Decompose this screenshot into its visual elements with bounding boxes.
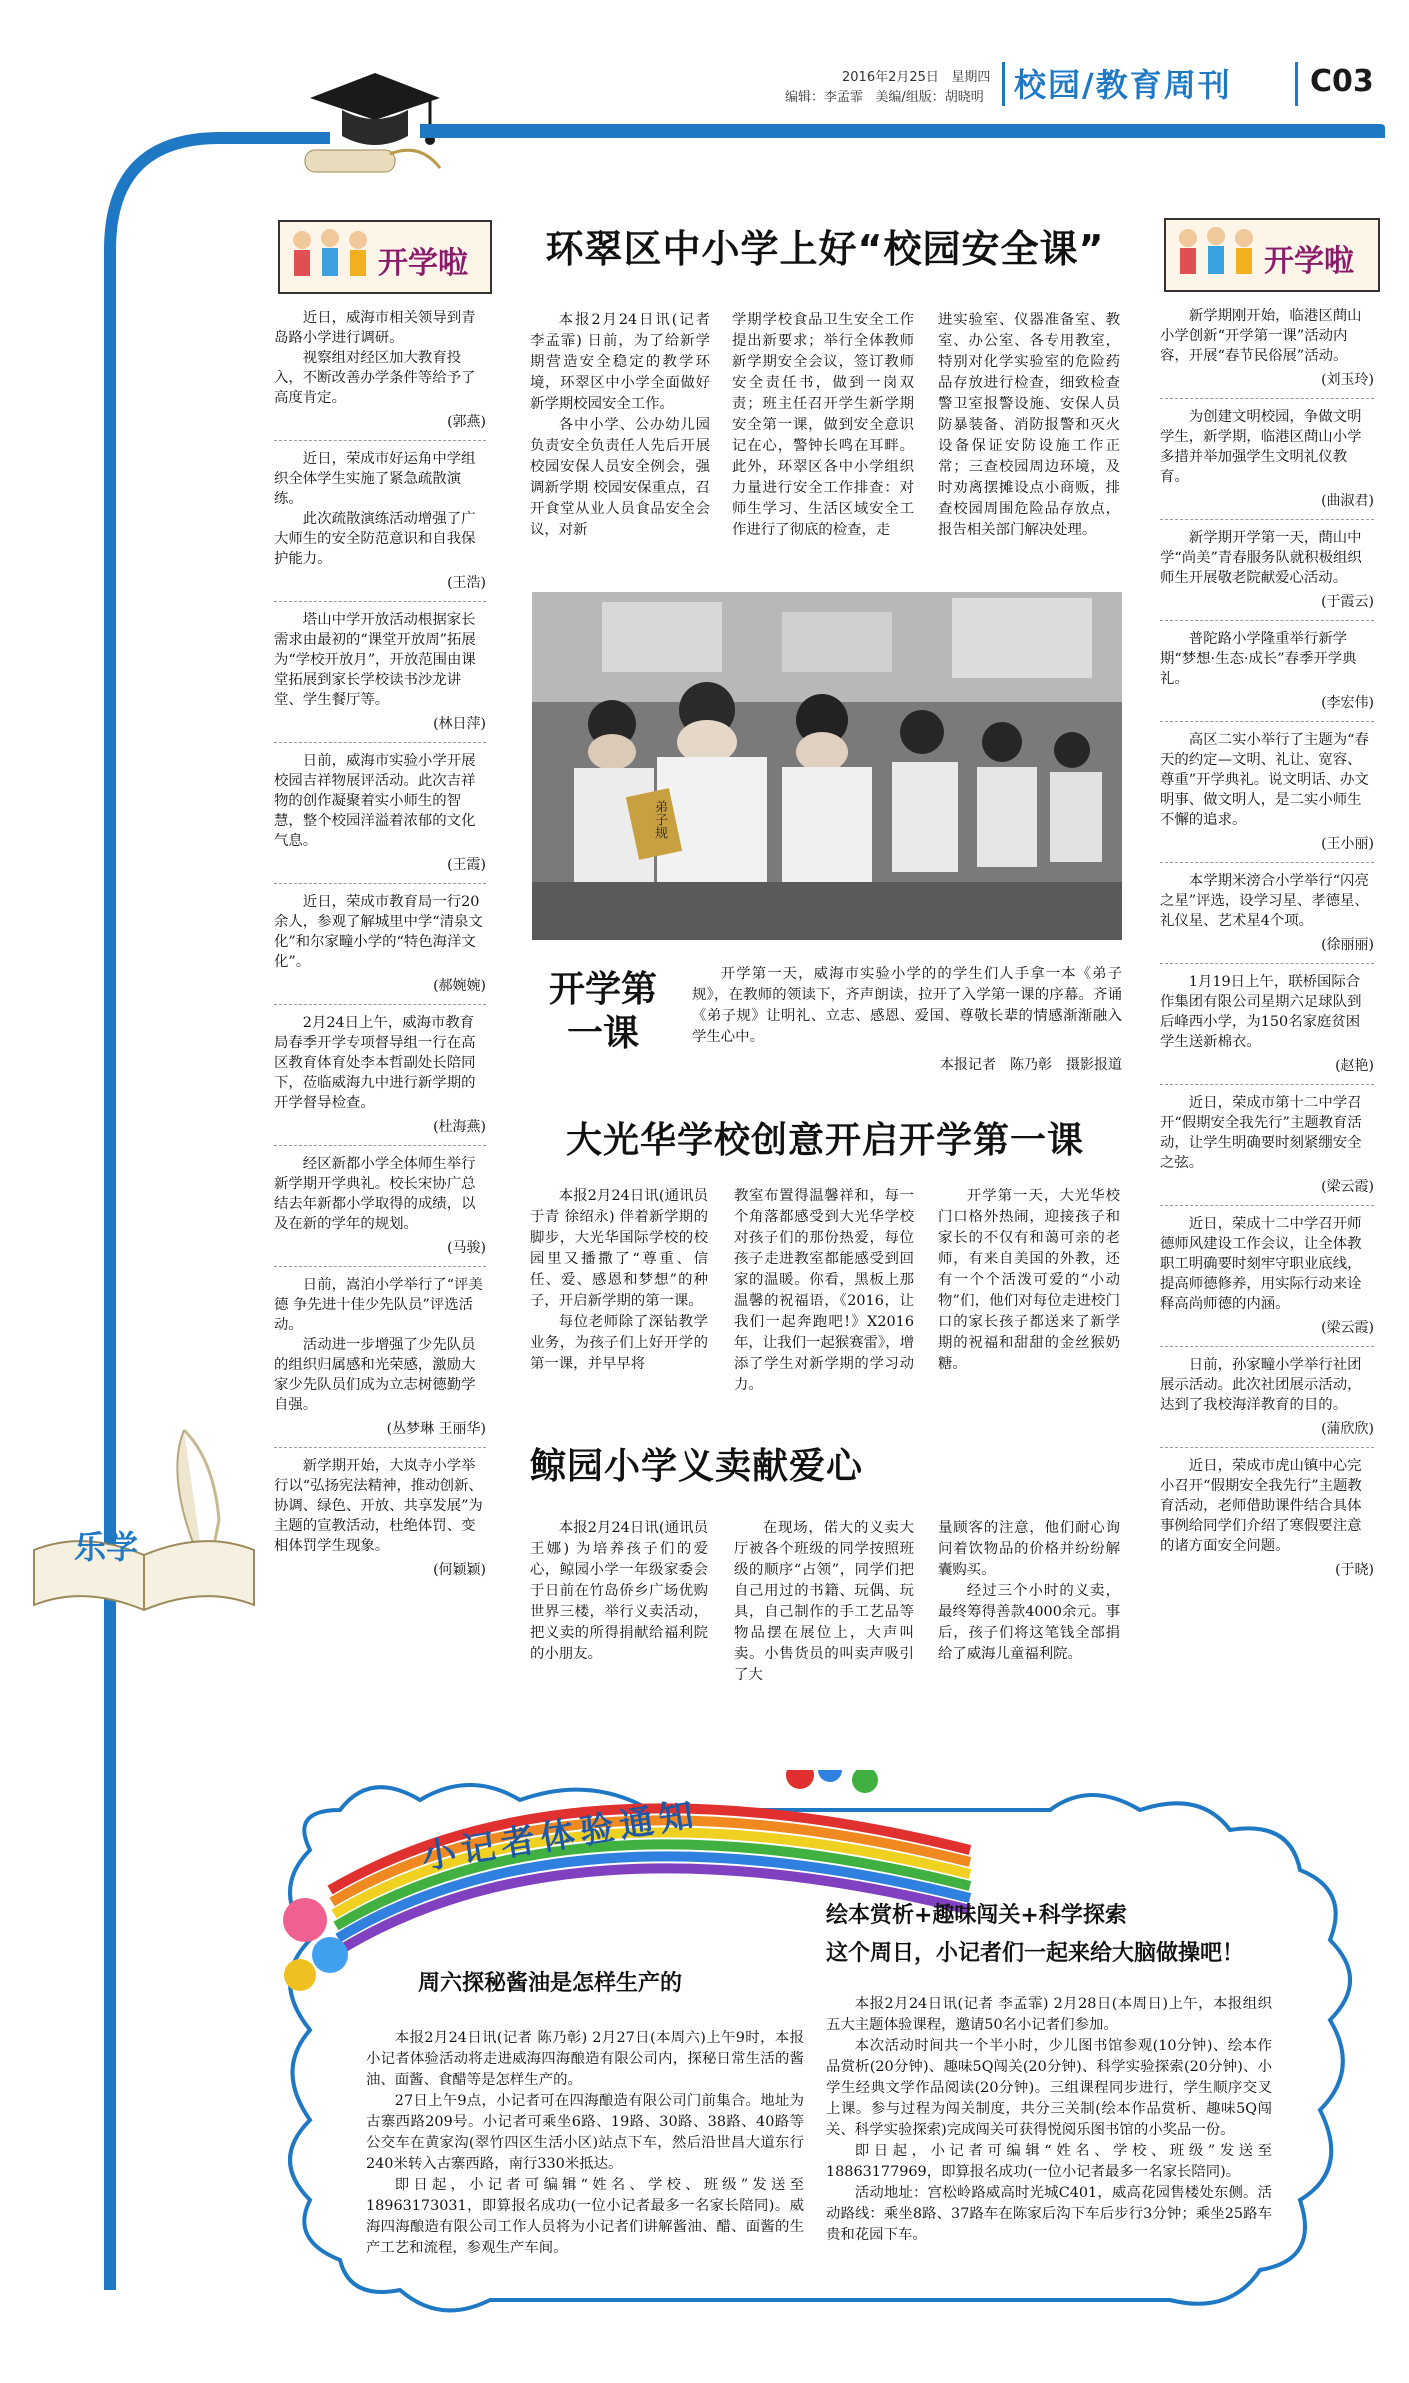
le-xue-book-icon <box>14 1420 274 1630</box>
left-news-paragraph: 日前，嵩泊小学举行了“评美德 争先进十佳少先队员”评选活动。 <box>274 1277 483 1333</box>
article3-title: 鲸园小学义卖献爱心 <box>530 1446 864 1487</box>
dashed-divider <box>1160 1346 1374 1347</box>
dashed-divider <box>1160 398 1374 399</box>
news-author: (徐丽丽) <box>1321 937 1374 953</box>
dashed-divider <box>1160 519 1374 520</box>
designer-text: 美编/组版：胡晓明 <box>875 90 984 105</box>
right-news-paragraph: 1月19日上午，联桥国际合作集团有限公司星期六足球队到后峰西小学，为150名家庭贫困学生送新棉衣。 <box>1160 974 1362 1050</box>
article1-paragraph: 各中小学、公办幼儿园负责安全负责任人先后开展校园安保人员安全例会，强调新学期 校园安保重点，召开食堂从业人员食品安全会议，对新 <box>530 417 710 538</box>
news-author: (曲淑君) <box>1321 493 1374 509</box>
left-news-paragraph: 经区新都小学全体师生举行新学期开学典礼。校长宋协广总结去年新都小学取得的成绩，以及在新的学年的规划。 <box>274 1156 476 1232</box>
article2-paragraph: 教室布置得温馨祥和，每一个角落都感受到大光华学校对孩子们的那份热爱，每位孩子走进教室都能感受到回家的温暖。你看，黑板上那温馨的祝福语，《2016，让我们一起奔跑吧!》X2016年，让我们一起猴赛雷》，增添了学生对新学期的学习动力。 <box>734 1188 914 1393</box>
editor-text: 编辑：李孟霏 <box>785 90 864 105</box>
right-news-paragraph: 普陀路小学隆重举行新学期“梦想·生态·成长”春季开学典礼。 <box>1160 631 1357 687</box>
news-author: (蒲欣欣) <box>1321 1421 1374 1437</box>
children-icon <box>1172 224 1260 286</box>
news-author: (郭燕) <box>447 414 486 430</box>
article1-col1 <box>530 310 710 541</box>
article3-paragraph: 经过三个小时的义卖，最终筹得善款4000余元。事后，孩子们将这笔钱全部捐给了威海儿童福利院。 <box>938 1583 1120 1662</box>
left-news-item <box>274 742 486 875</box>
left-news-paragraph: 近日，威海市相关领导到青岛路小学进行调研。 <box>274 310 476 346</box>
left-news-item <box>274 1004 486 1137</box>
news-author: (林日萍) <box>433 716 486 732</box>
classroom-photo <box>532 592 1122 940</box>
notice-right-paragraph: 即日起，小记者可编辑“姓名、学校、班级”发送至18863177969，即算报名成功(一位小记者最多一名家长陪同)。 <box>826 2143 1272 2180</box>
left-news-paragraph: 2月24日上午，威海市教育局春季开学专项督导组一行在高区教育体育处李本哲副处长陪同下，莅临威海九中进行新学期的开学督导检查。 <box>274 1015 476 1111</box>
left-news-column <box>274 308 486 1588</box>
notice-left-title: 周六探秘酱油是怎样生产的 <box>418 1971 683 1996</box>
photo-caption-title: 开学第一课 <box>548 969 657 1054</box>
section-title: 校园/教育周刊 <box>1014 66 1232 104</box>
dashed-divider <box>274 883 486 884</box>
article2-col2 <box>734 1186 914 1396</box>
right-news-item <box>1160 963 1374 1076</box>
dashed-divider <box>274 1447 486 1448</box>
caption-body: 开学第一天，威海市实验小学的的学生们人手拿一本《弟子规》，在教师的领读下，齐声朗读，拉开了入学第一课的序幕。齐诵《弟子规》让明礼、立志、感恩、爱国、尊敬长辈的情感渐渐融入学生心中。 <box>692 966 1122 1045</box>
article1-col3 <box>938 310 1120 541</box>
news-author: (马骏) <box>447 1240 486 1256</box>
news-author: (何颖颖) <box>433 1562 486 1578</box>
right-news-paragraph: 本学期米滂合小学举行“闪亮之星”评选，设学习星、孝德星、礼仪星、艺术星4个项。 <box>1160 873 1369 929</box>
dashed-divider <box>274 1004 486 1005</box>
left-news-item <box>274 1145 486 1258</box>
right-news-item <box>1160 1205 1374 1338</box>
article3-paragraph: 量顾客的注意，他们耐心询问着饮物品的价格并纷纷解囊购买。 <box>938 1520 1120 1578</box>
article2-title: 大光华学校创意开启开学第一课 <box>565 1120 1084 1161</box>
article3-col2 <box>734 1518 914 1686</box>
news-author: (李宏伟) <box>1321 695 1374 711</box>
article3-paragraph: 在现场，偌大的义卖大厅被各个班级的同学按照班级的顺序“占领”，同学们把自己用过的书籍、玩偶、玩具，自己制作的手工艺品等物品摆在展位上，大声叫卖。小售货员的叫卖声吸引了大 <box>734 1520 914 1683</box>
right-news-paragraph: 近日，荣成市第十二中学召开“假期安全我先行”主题教育活动，让学生明确要时刻紧绷安全之弦。 <box>1160 1095 1362 1171</box>
left-news-item <box>274 308 486 432</box>
left-news-paragraph: 塔山中学开放活动根据家长需求由最初的“课堂开放周”拓展为“学校开放月”，开放范围由课堂拓展到家长学校读书沙龙讲堂、学生餐厅等。 <box>274 612 476 708</box>
dashed-divider <box>1160 1447 1374 1448</box>
notice-right-title2: 这个周日，小记者们一起来给大脑做操吧！ <box>826 1941 1245 1966</box>
news-author: (于霞云) <box>1321 594 1374 610</box>
left-news-paragraph: 日前，威海市实验小学开展校园吉祥物展评活动。此次吉祥物的创作凝聚着实小师生的智慧，整个校园洋溢着浓郁的文化气息。 <box>274 753 476 849</box>
article2-paragraph: 每位老师除了深钻教学业务，为孩子们上好开学的第一课，并早早将 <box>530 1314 708 1372</box>
article3-paragraph: 本报2月24日讯(通讯员 王娜) 为培养孩子们的爱心，鲸园小学一年级家委会于日前在竹岛侨乡广场优购世界三楼，举行义卖活动，把义卖的所得捐献给福利院的小朋友。 <box>530 1520 708 1662</box>
right-news-column <box>1160 306 1374 1588</box>
article3-col3 <box>938 1518 1120 1665</box>
left-tag-label: 开学啦 <box>378 246 468 281</box>
right-news-paragraph: 为创建文明校园，争做文明学生，新学期，临港区蔄山小学多措并举加强学生文明礼仪教育。 <box>1160 409 1362 485</box>
notice-banner: 小记者体验通知 <box>419 1794 702 1878</box>
dashed-divider <box>274 742 486 743</box>
notice-right-body <box>826 1994 1272 2246</box>
dashed-divider <box>274 1266 486 1267</box>
article1-paragraph: 学期学校食品卫生安全工作提出新要求；举行全体教师新学期安全会议，签订教师安全责任书，做到一岗双责；班主任召开学生新学期安全第一课，做到安全意识记在心，警钟长鸣在耳畔。此外，环翠区各中小学组织力量进行安全工作排查：对师生学习、生活区域安全工作进行了彻底的检查，走 <box>732 312 914 538</box>
right-news-paragraph: 日前，孙家疃小学举行社团展示活动。此次社团展示活动，达到了我校海洋教育的目的。 <box>1160 1357 1362 1413</box>
notice-left-paragraph: 即日起，小记者可编辑“姓名、学校、班级”发送至18963173031，即算报名成功(一位小记者最多一名家长陪同)。威海四海酿造有限公司工作人员将为小记者们讲解酱油、醋、面酱的生产工艺和流程，参观生产车间。 <box>366 2177 804 2256</box>
news-author: (丛梦琳 王丽华) <box>386 1421 486 1437</box>
left-news-item <box>274 883 486 996</box>
left-news-paragraph: 新学期开始，大岚寺小学举行以“弘扬宪法精神，推动创新、协调、绿色、开放、共享发展”为主题的宣教活动，杜绝体罚、变相体罚学生现象。 <box>274 1458 483 1554</box>
news-author: (赵艳) <box>1335 1058 1374 1074</box>
left-news-paragraph: 此次疏散演练活动增强了广大师生的安全防范意识和自我保护能力。 <box>274 511 476 567</box>
right-news-paragraph: 新学期刚开始，临港区蔄山小学创新“开学第一课”活动内容，开展“春节民俗展”活动。 <box>1160 308 1362 364</box>
photo-caption <box>692 964 1122 1082</box>
dashed-divider <box>1160 862 1374 863</box>
right-news-item <box>1160 1447 1374 1580</box>
dashed-divider <box>274 440 486 441</box>
left-news-item <box>274 1447 486 1580</box>
left-kaixue-tag <box>278 220 492 294</box>
left-news-paragraph: 近日，荣成市好运角中学组织全体学生实施了紧急疏散演练。 <box>274 451 476 507</box>
news-author: (王小丽) <box>1321 836 1374 852</box>
notice-left-body <box>366 2028 804 2259</box>
right-news-paragraph: 高区二实小举行了主题为“春天的约定—文明、礼让、宽容、尊重”开学典礼。说文明话、办文明事、做文明人，是二实小师生不懈的追求。 <box>1160 732 1369 828</box>
news-author: (于晓) <box>1335 1562 1374 1578</box>
right-news-item <box>1160 1084 1374 1197</box>
dashed-divider <box>1160 1084 1374 1085</box>
photo-book-text: 弟子规 <box>652 800 667 839</box>
dashed-divider <box>274 1145 486 1146</box>
notice-left-paragraph: 本报2月24日讯(记者 陈乃彰) 2月27日(本周六)上午9时，本报小记者体验活动将走进威海四海酿造有限公司内，探秘日常生活的酱油、面酱、食醋等是怎样生产的。 <box>366 2030 804 2088</box>
right-news-item <box>1160 1346 1374 1439</box>
left-news-item <box>274 440 486 593</box>
article2-paragraph: 开学第一天，大光华校门口格外热闹，迎接孩子和家长的不仅有和蔼可亲的老师，有来自美国的外教，还有一个个活泼可爱的“小动物”们，他们对每位走进校门口的家长孩子都送来了新学期的祝福和甜甜的金丝猴奶糖。 <box>938 1188 1120 1372</box>
children-icon <box>286 226 374 288</box>
notice-right-title1: 绘本赏析+趣味闯关+科学探索 <box>826 1903 1127 1928</box>
dashed-divider <box>1160 620 1374 621</box>
left-news-paragraph: 视察组对经区加大教育投入，不断改善办学条件等给予了高度肯定。 <box>274 350 476 406</box>
weekday-text: 星期四 <box>951 70 991 85</box>
le-xue-label: 乐学 <box>74 1528 139 1566</box>
article1-paragraph: 进实验室、仪器准备室、教室、办公室、各专用教室，特别对化学实验室的危险药品存放进行检查，细致检查警卫室报警设施、安保人员防暴装备、消防报警和灭火设备保证安防设施工作正常；三查校园周边环境，及时劝离摆摊设点小商贩，排查校园周围危险品存放点，报告相关部门解决处理。 <box>938 312 1120 538</box>
article1-col2 <box>732 310 914 541</box>
page-number: C03 <box>1310 64 1374 99</box>
dashed-divider <box>1160 963 1374 964</box>
dashed-divider <box>1160 1205 1374 1206</box>
notice-right-paragraph: 本次活动时间共一个半小时，少儿图书馆参观(10分钟)、绘本作品赏析(20分钟)、趣味5Q闯关(20分钟)、科学实验探索(20分钟)、小学生经典文学作品阅读(20分钟)。三组课程同步进行，学生顺序交叉上课。参与过程为闯关制度，共分三关制(绘本作品赏析、趣味5Q闯关、科学实验探索)完成闯关可获得悦阅乐图书馆的小奖品一份。 <box>826 2038 1272 2138</box>
left-news-paragraph: 近日，荣成市教育局一行20余人，参观了解城里中学“清泉文化”和尔家疃小学的“特色海洋文化”。 <box>274 894 483 970</box>
news-author: (王霞) <box>447 857 486 873</box>
article2-paragraph: 本报2月24日讯(通讯员 于青 徐绍永) 伴着新学期的脚步，大光华国际学校的校园里又播撒了“尊重、信任、爱、感恩和梦想”的种子，开启新学期的第一课。 <box>530 1188 708 1309</box>
right-news-paragraph: 新学期开学第一天，蔄山中学“尚美”青春服务队就积极组织师生开展敬老院献爱心活动。 <box>1160 530 1362 586</box>
right-news-list <box>1160 306 1374 1580</box>
right-news-item <box>1160 620 1374 713</box>
news-author: (王浩) <box>447 575 486 591</box>
right-news-paragraph: 近日，荣成十二中学召开师德师风建设工作会议，让全体教职工明确要时刻牢守职业底线，提高师德修养，用实际行动来诠释高尚师德的内涵。 <box>1160 1216 1362 1312</box>
left-news-list <box>274 308 486 1580</box>
article1-title: 环翠区中小学上好“校园安全课” <box>545 227 1105 271</box>
left-news-item <box>274 1266 486 1439</box>
news-author: (梁云霞) <box>1321 1320 1374 1336</box>
news-author: (梁云霞) <box>1321 1179 1374 1195</box>
article2-col1 <box>530 1186 708 1375</box>
notice-left-paragraph: 27日上午9点，小记者可在四海酿造有限公司门前集合。地址为古寨西路209号。小记者可乘坐6路、19路、30路、38路、40路等公交车在黄家沟(翠竹四区生活小区)站点下车，然后沿世昌大道东行240米转入古寨西路，南行330米抵达。 <box>366 2093 804 2172</box>
right-news-paragraph: 近日，荣成市虎山镇中心完小召开“假期安全我先行”主题教育活动，老师借助课件结合具体事例给同学们介绍了寒假要注意的诸方面安全问题。 <box>1160 1458 1362 1554</box>
dashed-divider <box>274 601 486 602</box>
right-news-item <box>1160 519 1374 612</box>
news-author: (郝婉婉) <box>433 978 486 994</box>
article2-col3 <box>938 1186 1120 1375</box>
left-news-item <box>274 601 486 734</box>
right-news-item <box>1160 721 1374 854</box>
left-news-paragraph: 活动进一步增强了少先队员的组织归属感和光荣感，激励大家少先队员们成为立志树德勤学自强。 <box>274 1337 476 1413</box>
article1-paragraph: 本报2月24日讯(记者 李孟霏) 日前，为了给新学期营造安全稳定的教学环境，环翠区中小学全面做好新学期校园安全工作。 <box>530 312 710 412</box>
date-text: 2016年2月25日 <box>842 70 939 85</box>
right-news-item <box>1160 306 1374 390</box>
right-news-item <box>1160 398 1374 511</box>
photo-caption-text <box>692 964 1122 1048</box>
article3-col1 <box>530 1518 708 1665</box>
right-kaixue-tag <box>1164 218 1380 292</box>
right-news-item <box>1160 862 1374 955</box>
dashed-divider <box>1160 721 1374 722</box>
news-author: (刘玉玲) <box>1321 372 1374 388</box>
notice-right-paragraph: 活动地址：宫松岭路威高时光城C401，威高花园售楼处东侧。活动路线：乘坐8路、37路车在陈家后沟下车后步行3分钟；乘坐25路车贵和花园下车。 <box>826 2185 1272 2243</box>
news-author: (杜海燕) <box>433 1119 486 1135</box>
photo-credit: 本报记者 陈乃彰 摄影报道 <box>940 1057 1122 1073</box>
right-tag-label: 开学啦 <box>1264 244 1354 279</box>
notice-right-paragraph: 本报2月24日讯(记者 李孟霏) 2月28日(本周日)上午，本报组织五大主题体验课程，邀请50名小记者们参加。 <box>826 1996 1272 2033</box>
